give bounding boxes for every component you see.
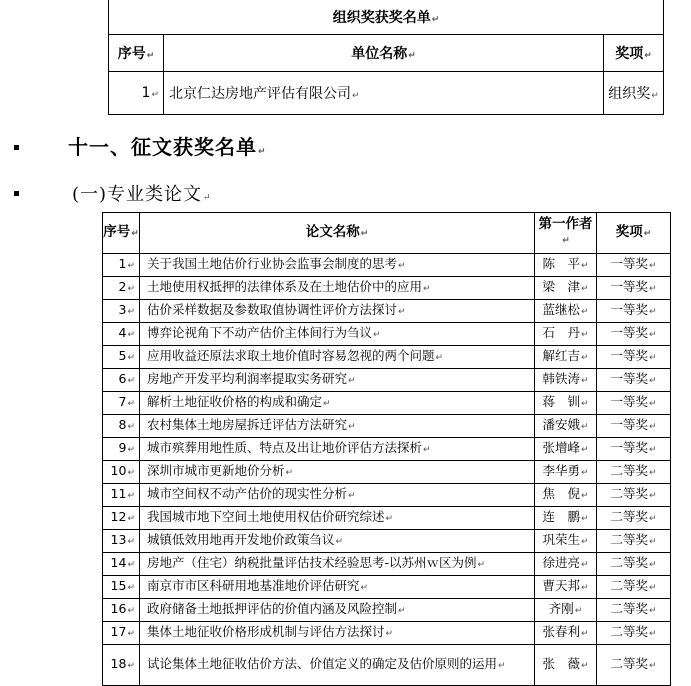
paper-row-author: 李华勇 ↵ — [535, 461, 597, 484]
paper-row-title: 南京市市区科研用地基准地价评估研究 ↵ — [140, 576, 535, 599]
paper-row-author: 张 薇 ↵ — [535, 645, 597, 686]
org-award-title: 组织奖获奖名单 ↵ — [109, 0, 664, 35]
paper-row-title: 城市殡葬用地性质、特点及出让地价评估方法探析 ↵ — [140, 438, 535, 461]
paper-row-author: 焦 倪 ↵ — [535, 484, 597, 507]
paper-row-no: 8 ↵ — [103, 415, 140, 438]
paper-row-award: 一等奖 ↵ — [597, 277, 671, 300]
paper-row-author: 巩荣生 ↵ — [535, 530, 597, 553]
paper-row-no: 16 ↵ — [103, 599, 140, 622]
paper-row-title: 关于我国土地估价行业协会监事会制度的思考 ↵ — [140, 254, 535, 277]
paper-row-title: 城镇低效用地再开发地价政策刍议 ↵ — [140, 530, 535, 553]
paper-row-no: 9 ↵ — [103, 438, 140, 461]
paper-row-award: 二等奖 ↵ — [597, 576, 671, 599]
org-row-unit: 北京仁达房地产评估有限公司 ↵ — [164, 72, 604, 115]
paper-row-title: 集体土地征收价格形成机制与评估方法探讨 ↵ — [140, 622, 535, 645]
paper-row-title: 解析土地征收价格的构成和确定 ↵ — [140, 392, 535, 415]
table-row — [109, 72, 664, 115]
org-col-unit: 单位名称 ↵ — [164, 35, 604, 72]
paper-row-award: 二等奖 ↵ — [597, 484, 671, 507]
paper-row-author: 张增峰 ↵ — [535, 438, 597, 461]
paper-row-award: 二等奖 ↵ — [597, 461, 671, 484]
table-row — [103, 530, 671, 553]
paper-row-award: 二等奖 ↵ — [597, 530, 671, 553]
paper-row-award: 二等奖 ↵ — [597, 645, 671, 686]
org-award-title-row — [109, 0, 664, 35]
table-row — [103, 438, 671, 461]
paper-row-award: 二等奖 ↵ — [597, 553, 671, 576]
paper-row-award: 一等奖 ↵ — [597, 323, 671, 346]
paper-row-title: 土地使用权抵押的法律体系及在土地估价中的应用 ↵ — [140, 277, 535, 300]
bullet-marker — [14, 191, 19, 196]
paper-award-table — [102, 212, 671, 686]
table-row — [103, 484, 671, 507]
paper-row-author: 陈 平 ↵ — [535, 254, 597, 277]
paper-col-author: 第一作者 ↵ — [535, 213, 597, 254]
paper-row-no: 10 ↵ — [103, 461, 140, 484]
paper-row-no: 14 ↵ — [103, 553, 140, 576]
paper-row-award: 二等奖 ↵ — [597, 599, 671, 622]
org-award-table — [108, 0, 664, 115]
bullet-marker — [14, 145, 19, 150]
paper-row-award: 一等奖 ↵ — [597, 346, 671, 369]
table-row — [103, 392, 671, 415]
paper-row-award: 一等奖 ↵ — [597, 392, 671, 415]
table-row — [103, 323, 671, 346]
paper-row-no: 7 ↵ — [103, 392, 140, 415]
org-award-header-row — [109, 35, 664, 72]
paper-row-title: 房地产（住宅）纳税批量评估技术经验思考-以苏州ｗ区为例 ↵ — [140, 553, 535, 576]
paper-row-title: 估价采样数据及参数取值协调性评价方法探讨 ↵ — [140, 300, 535, 323]
paper-row-title: 试论集体土地征收估价方法、价值定义的确定及估价原则的运用 ↵ — [140, 645, 535, 686]
paper-row-title: 房地产开发平均利润率提取实务研究 ↵ — [140, 369, 535, 392]
table-row — [103, 346, 671, 369]
paper-row-title: 城市空间权不动产估价的现实性分析 ↵ — [140, 484, 535, 507]
paper-row-author: 潘安娥 ↵ — [535, 415, 597, 438]
paper-row-award: 一等奖 ↵ — [597, 415, 671, 438]
paper-row-author: 张春利 ↵ — [535, 622, 597, 645]
paper-row-author: 徐进亮 ↵ — [535, 553, 597, 576]
table-row — [103, 254, 671, 277]
table-row — [103, 461, 671, 484]
paper-row-no: 6 ↵ — [103, 369, 140, 392]
org-col-award: 奖项 ↵ — [604, 35, 664, 72]
org-row-award: 组织奖 ↵ — [604, 72, 664, 115]
table-row — [103, 553, 671, 576]
paper-row-title: 应用收益还原法求取土地价值时容易忽视的两个问题 ↵ — [140, 346, 535, 369]
paper-row-author: 梁 津 ↵ — [535, 277, 597, 300]
table-row — [103, 507, 671, 530]
paper-row-award: 二等奖 ↵ — [597, 622, 671, 645]
paper-row-author: 蓝继松 ↵ — [535, 300, 597, 323]
paper-row-author: 石 丹 ↵ — [535, 323, 597, 346]
paper-row-no: 18 ↵ — [103, 645, 140, 686]
paper-col-no: 序号 ↵ — [103, 213, 140, 254]
paper-row-author: 曹天邦 ↵ — [535, 576, 597, 599]
paper-row-no: 3 ↵ — [103, 300, 140, 323]
table-row — [103, 576, 671, 599]
paper-row-author: 解红吉 ↵ — [535, 346, 597, 369]
table-row — [103, 300, 671, 323]
paper-row-author: 连 鹏 ↵ — [535, 507, 597, 530]
paper-row-title: 深圳市城市更新地价分析 ↵ — [140, 461, 535, 484]
paper-col-award: 奖项 ↵ — [597, 213, 671, 254]
paper-col-title: 论文名称 ↵ — [140, 213, 535, 254]
paper-row-no: 11 ↵ — [103, 484, 140, 507]
paper-row-no: 15 ↵ — [103, 576, 140, 599]
paper-row-author: 齐刚 ↵ — [535, 599, 597, 622]
paper-row-award: 二等奖 ↵ — [597, 507, 671, 530]
paper-row-no: 17 ↵ — [103, 622, 140, 645]
paper-row-no: 12 ↵ — [103, 507, 140, 530]
paper-row-title: 博弈论视角下不动产估价主体间行为刍议 ↵ — [140, 323, 535, 346]
paper-row-award: 一等奖 ↵ — [597, 369, 671, 392]
section-heading: 十一、征文获奖名单 ↵ — [68, 131, 267, 160]
paper-row-award: 一等奖 ↵ — [597, 300, 671, 323]
paper-row-no: 2 ↵ — [103, 277, 140, 300]
paper-row-author: 蒋 钏 ↵ — [535, 392, 597, 415]
paper-header-row — [103, 213, 671, 254]
paper-row-title: 农村集体土地房屋拆迁评估方法研究 ↵ — [140, 415, 535, 438]
paper-row-title: 我国城市地下空间土地使用权估价研究综述 ↵ — [140, 507, 535, 530]
table-row — [103, 369, 671, 392]
table-row — [103, 622, 671, 645]
paper-row-award: 一等奖 ↵ — [597, 438, 671, 461]
table-row — [103, 599, 671, 622]
paper-row-no: 1 ↵ — [103, 254, 140, 277]
table-row — [103, 415, 671, 438]
paper-row-no: 5 ↵ — [103, 346, 140, 369]
table-row — [103, 277, 671, 300]
paper-row-title: 政府储备土地抵押评估的价值内涵及风险控制 ↵ — [140, 599, 535, 622]
paper-row-award: 一等奖 ↵ — [597, 254, 671, 277]
paper-row-no: 4 ↵ — [103, 323, 140, 346]
paper-row-no: 13 ↵ — [103, 530, 140, 553]
org-col-no: 序号 ↵ — [109, 35, 164, 72]
org-row-no: 1 ↵ — [109, 72, 164, 115]
subsection-heading: (一)专业类论文 ↵ — [72, 180, 212, 206]
paper-row-author: 韩铁涛 ↵ — [535, 369, 597, 392]
table-row — [103, 645, 671, 686]
